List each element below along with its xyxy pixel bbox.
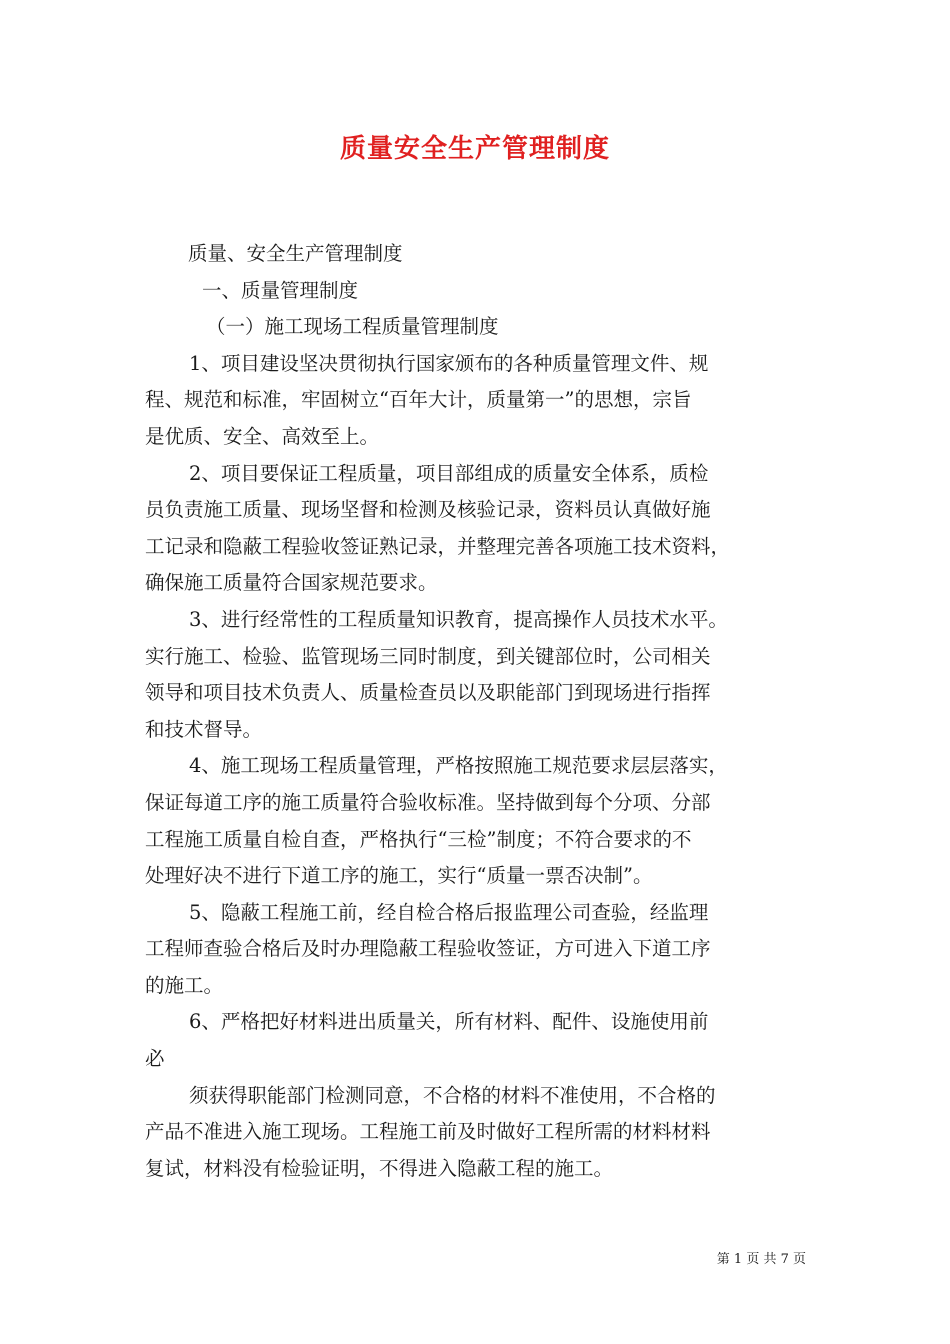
page-number-footer: 第 1 页 共 7 页 <box>716 1252 806 1267</box>
paragraph-line: 工记录和隐蔽工程验收签证熟记录，并整理完善各项施工技术资料， <box>145 534 731 558</box>
paragraph-line: 工程师查验合格后及时办理隐蔽工程验收签证，方可进入下道工序 <box>145 937 711 961</box>
paragraph-line: 处理好决不进行下道工序的施工，实行“质量一票否决制”。 <box>145 864 653 888</box>
paragraph-line: 4、施工现场工程质量管理，严格按照施工规范要求层层落实， <box>189 754 728 778</box>
paragraph-line: 5、隐蔽工程施工前，经自检合格后报监理公司查验，经监理 <box>189 900 709 924</box>
paragraph-line: 是优质、安全、高效至上。 <box>145 424 380 448</box>
section-heading: 一、质量管理制度 <box>202 278 359 302</box>
document-body <box>145 236 817 1187</box>
paragraph-line: 领导和项目技术负责人、质量检查员以及职能部门到现场进行指挥 <box>145 681 711 705</box>
paragraph-line: 复试，材料没有检验证明，不得进入隐蔽工程的施工。 <box>145 1156 614 1180</box>
paragraph-line: 必 <box>145 1047 165 1071</box>
paragraph-line: 确保施工质量符合国家规范要求。 <box>145 571 438 595</box>
paragraph-line: 的施工。 <box>145 973 224 997</box>
paragraph-line: 须获得职能部门检测同意，不合格的材料不准使用，不合格的 <box>189 1083 716 1107</box>
paragraph-line: 保证每道工序的施工质量符合验收标准。坚持做到每个分项、分部 <box>145 790 711 814</box>
paragraph-line: 3、进行经常性的工程质量知识教育，提高操作人员技术水平。 <box>189 607 728 631</box>
section-heading: 质量、安全生产管理制度 <box>188 242 403 265</box>
paragraph-line: 产品不准进入施工现场。工程施工前及时做好工程所需的材料材料 <box>145 1120 711 1144</box>
subsection-heading: （一）施工现场工程质量管理制度 <box>206 315 499 339</box>
paragraph-line: 员负责施工质量、现场坚督和检测及核验记录，资料员认真做好施 <box>145 498 711 522</box>
paragraph-line: 和技术督导。 <box>145 717 263 741</box>
paragraph-line: 实行施工、检验、监管现场三同时制度，到关键部位时，公司相关 <box>145 644 711 668</box>
paragraph-line: 6、严格把好材料进出质量关，所有材料、配件、设施使用前 <box>189 1010 709 1034</box>
paragraph-line: 1、项目建设坚决贯彻执行国家颁布的各种质量管理文件、规 <box>189 351 709 375</box>
paragraph-line: 工程施工质量自检自查，严格执行“三检”制度；不符合要求的不 <box>145 827 692 851</box>
document-title: 质量安全生产管理制度 <box>339 134 610 164</box>
paragraph-line: 2、项目要保证工程质量，项目部组成的质量安全体系，质检 <box>189 461 709 485</box>
paragraph-line: 程、规范和标准，牢固树立“百年大计，质量第一”的思想，宗旨 <box>145 388 692 412</box>
